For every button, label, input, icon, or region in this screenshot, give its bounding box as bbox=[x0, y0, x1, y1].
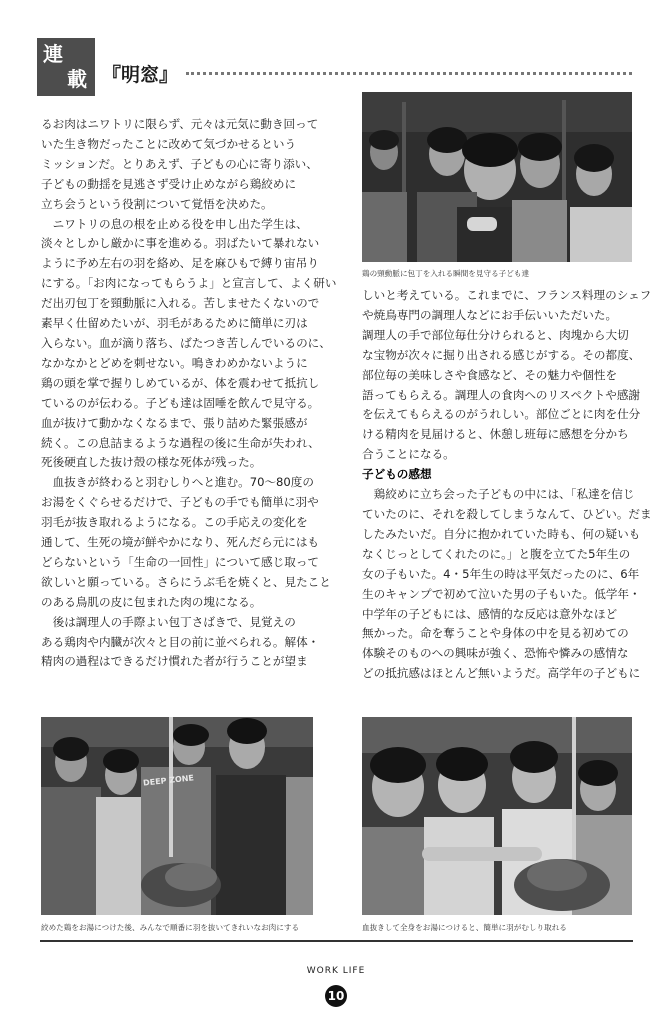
text-line: ていたのに、それを殺してしまうなんて、ひどい。だま bbox=[362, 506, 652, 521]
text-line: 欲しいと願っている。さらにうぶ毛を焼くと、見たこと bbox=[41, 574, 331, 589]
text-line: 生のキャンプで初めて泣いた男の子もいた。低学年・ bbox=[362, 586, 641, 601]
text-line: お湯をくぐらせるだけで、子どもの手でも簡単に羽や bbox=[41, 495, 319, 510]
text-line: 血が抜けて動かなくなるまで、張り詰めた緊張感が bbox=[41, 415, 308, 430]
footer-rule bbox=[40, 940, 633, 942]
text-line: 中学年の子どもには、感情的な反応は意外なほど bbox=[362, 606, 618, 621]
page-number: 10 bbox=[325, 985, 347, 1007]
text-line: 精肉の過程はできるだけ慣れた者が行うことが望ま bbox=[41, 654, 308, 669]
text-line: 死後硬直した抜け殻の様な死体が残った。 bbox=[41, 455, 262, 470]
text-line: 羽毛が抜き取れるようになる。この手応えの変化を bbox=[41, 515, 308, 530]
text-line: 調理人の手で部位毎仕分けられると、肉塊から大切 bbox=[362, 327, 629, 342]
text-line: 女の子もいた。4・5年生の時は平気だったのに、6年 bbox=[362, 566, 640, 581]
text-line: いた生き物だったことに改めて気づかせるという bbox=[41, 136, 297, 151]
text-line: 体験そのものへの興味が強く、恐怖や憐みの感情な bbox=[362, 646, 629, 661]
text-line: を伝えてもらえるのがうれしい。部位ごとに肉を仕分 bbox=[362, 407, 641, 422]
text-line: 部位毎の美味しさや食感など、その魅力や個性を bbox=[362, 367, 618, 382]
text-line: ているのが伝わる。子ども達は固唾を飲んで見守る。 bbox=[41, 395, 320, 410]
title-dotted-rule bbox=[186, 72, 632, 75]
photo-children-watching bbox=[362, 92, 632, 262]
text-line: 子どもの動揺を見逃さず受け止めながら鶏絞めに bbox=[41, 176, 297, 191]
right-column bbox=[362, 286, 652, 684]
text-line: や焼鳥専門の調理人などにお手伝いいただいた。 bbox=[362, 307, 618, 322]
magazine-name: WORK LIFE bbox=[306, 966, 366, 976]
photo-feathers-removed bbox=[362, 717, 632, 915]
series-badge-char-1: 連 bbox=[43, 42, 63, 66]
text-line: ミッションだ。とりあえず、子どもの心に寄り添い、 bbox=[41, 156, 318, 171]
section-heading: 子どもの感想 bbox=[362, 467, 432, 482]
photo-plucking-feathers bbox=[41, 717, 313, 915]
text-line: 入らない。血が滴り落ち、ばたつき苦しんでいるのに、 bbox=[41, 335, 331, 350]
series-badge bbox=[37, 38, 95, 96]
text-line: 血抜きが終わると羽むしりへと進む。70〜80度の bbox=[52, 475, 314, 490]
page-title: 『明窓』 bbox=[102, 64, 179, 86]
caption-photo-top: 鶏の頸動脈に包丁を入れる瞬間を見守る子ども達 bbox=[362, 269, 530, 278]
text-line: 鶏絞めに立ち会った子どもの中には、「私達を信じ bbox=[373, 487, 635, 502]
text-line: しいと考えている。これまでに、フランス料理のシェフ bbox=[362, 288, 652, 302]
text-line: 後は調理人の手際よい包丁さばきで、見覚えの bbox=[52, 614, 296, 629]
text-line: 淡々としかし厳かに事を進める。羽ばたいて暴れない bbox=[41, 236, 320, 251]
text-line: のある鳥肌の皮に包まれた肉の塊になる。 bbox=[41, 594, 262, 609]
text-line: 合うことになる。 bbox=[362, 447, 455, 462]
text-line: 素早く仕留めたいが、羽毛があるために簡単に刃は bbox=[41, 316, 308, 331]
text-line: どの抵抗感はほとんど無いようだ。高学年の子どもに bbox=[362, 666, 641, 681]
text-line: 続く。この息詰まるような過程の後に生命が失われ、 bbox=[41, 435, 320, 450]
text-line: 無かった。命を奪うことや身体の中を見る初めての bbox=[362, 626, 629, 641]
text-line: 通して、生死の境が鮮やかになり、死んだら元にはも bbox=[41, 535, 320, 550]
text-line: どらないという「生命の一回性」について感じ取って bbox=[41, 554, 320, 569]
text-line: なくじっとしてくれたのに。」と腹を立てた5年生の bbox=[362, 546, 631, 561]
shirt-print-text: DEEP ZONE bbox=[142, 773, 195, 788]
text-line: だ出刃包丁を頸動脈に入れる。苦しませたくないので bbox=[41, 296, 320, 311]
caption-photo-bottom-left: 絞めた鶏をお湯につけた後、みんなで順番に羽を抜いてきれいなお肉にする bbox=[41, 923, 300, 932]
text-line: るお肉はニワトリに限らず、元々は元気に動き回って bbox=[41, 117, 319, 131]
text-line: なかなかとどめを刺せない。鳴きわめかないように bbox=[41, 355, 308, 370]
text-line: 鶏の頭を掌で握りしめているが、体を震わせて抵抗し bbox=[41, 375, 320, 390]
left-column bbox=[41, 115, 337, 672]
text-line: ける精肉を見届けると、休憩し班毎に感想を分かち bbox=[362, 427, 629, 442]
text-line: ニワトリの息の根を止める役を申し出た学生は、 bbox=[52, 216, 308, 231]
text-line: ある鶏肉や内臓が次々と目の前に並べられる。解体・ bbox=[41, 634, 320, 649]
text-line: ように予め左右の羽を絡め、足を麻ひもで縛り宙吊り bbox=[41, 256, 319, 271]
text-line: な宝物が次々に掘り出される感じがする。その都度、 bbox=[362, 347, 641, 362]
caption-photo-bottom-right: 血抜きして全身をお湯につけると、簡単に羽がむしり取れる bbox=[362, 923, 567, 932]
text-line: にする。「お肉になってもらうよ」と宣言して、よく研い bbox=[41, 276, 337, 291]
text-line: 語ってもらえる。調理人の食肉へのリスペクトや感謝 bbox=[362, 387, 641, 402]
series-badge-char-2: 載 bbox=[67, 67, 87, 91]
text-line: 立ち会うという役割について覚悟を決めた。 bbox=[41, 196, 273, 211]
text-line: したみたいだ。自分に抱かれていた時も、何の疑いも bbox=[362, 526, 641, 541]
